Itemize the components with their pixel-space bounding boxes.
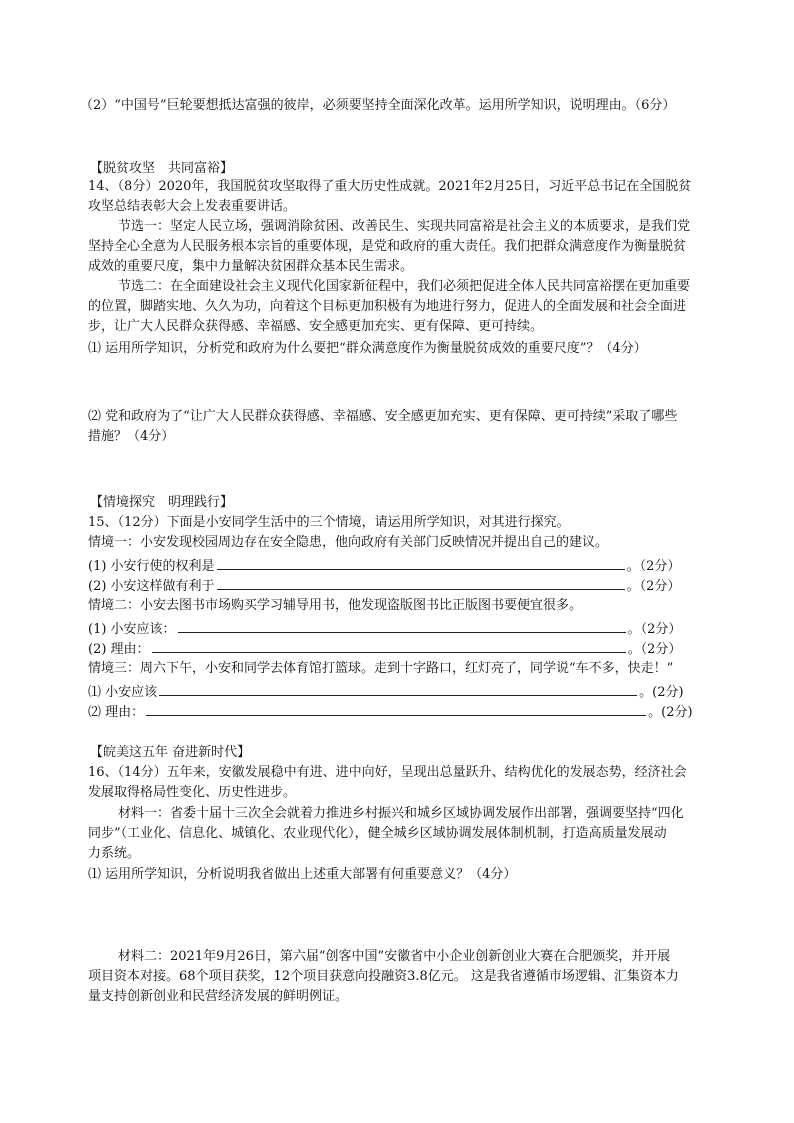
scenario1-q2-label: (2) 小安这样做有利于 [88,579,215,594]
scenario2-q1 [88,618,681,639]
scenario3-q1-label: ⑴ 小安应该 [88,685,158,700]
scenario3-text: 情境三：周六下午，小安和同学去体育馆打篮球。走到十字路口，红灯亮了，同学说“车不多，快走！” [88,661,674,676]
scenario2-q2 [88,638,681,659]
scenario1-q1-score: 。（2分） [626,559,681,574]
q16-stem-line2: 发展取得格局性变化、历史性进步。 [88,785,297,800]
scenario3-q1 [88,681,684,702]
material1-line2: 同步”（工业化、信息化、城镇化、农业现代化），健全城乡区域协调发展体制机制，打造高质量发展动 [88,826,667,841]
excerpt2-line1: 节选二：在全面建设社会主义现代化国家新征程中，我们必须把促进全体人民共同富裕摆在更加重要 [118,279,691,294]
section-heading-anhui: 【皖美这五年 奋进新时代】 [90,745,251,760]
scenario3-q1-score: 。(2分) [639,685,684,700]
answer-blank[interactable] [217,555,625,570]
answer-blank[interactable] [146,701,646,716]
answer-blank[interactable] [178,618,626,633]
q14-sub1: ⑴ 运用所学知识，分析党和政府为什么要把“群众满意度作为衡量脱贫成效的重要尺度”？（4分） [88,341,647,356]
q16-sub1: ⑴ 运用所学知识，分析说明我省做出上述重大部署有何重要意义？（4分） [88,867,517,882]
scenario2-q1-label: (1) 小安应该： [88,622,176,637]
scenario1-q2-score: 。（2分） [626,579,681,594]
q14-sub2-line2: 措施？（4分） [88,429,175,444]
scenario2-q2-score: 。（2分） [627,642,682,657]
answer-blank[interactable] [217,575,625,590]
scenario2-text: 情境二：小安去图书市场购买学习辅导用书，他发现盗版图书比正版图书要便宜很多。 [88,598,583,613]
scenario1-q1-label: (1) 小安行使的权利是 [88,559,215,574]
excerpt1-line1: 节选一：坚定人民立场，强调消除贫困、改善民生、实现共同富裕是社会主义的本质要求，是我们党 [118,219,691,234]
q14-stem-line2: 攻坚总结表彰大会上发表重要讲话。 [88,199,297,214]
scenario2-q2-label: (2) 理由： [88,642,150,657]
scenario2-q1-score: 。（2分） [627,622,682,637]
excerpt2-line3: 步，让广大人民群众获得感、幸福感、安全感更加充实、更有保障、更可持续。 [88,319,544,334]
section-heading-poverty: 【脱贫攻坚 共同富裕】 [90,161,234,176]
scenario1-q1 [88,555,680,576]
answer-blank[interactable] [152,638,626,653]
section-heading-scenario: 【情境探究 明理践行】 [90,495,234,510]
scenario3-q2-score: 。(2分) [648,705,693,720]
scenario3-q2 [88,701,693,722]
material2-line3: 量支持创新创业和民营经济发展的鲜明例证。 [88,989,349,1004]
excerpt1-line2: 坚持全心全意为人民服务根本宗旨的重要体现，是党和政府的重大责任。我们把群众满意度作为衡量脱贫 [88,239,687,254]
scenario1-text: 情境一：小安发现校园周边存在安全隐患，他向政府有关部门反映情况并提出自己的建议。 [88,535,609,550]
material2-line2: 项目资本对接。68个项目获奖，12个项目获意向投融资3.8亿元。 这是我省遵循市场逻辑、汇集资本力 [88,969,679,984]
answer-blank[interactable] [159,681,637,696]
q14-sub2-line1: ⑵ 党和政府为了“让广大人民群众获得感、幸福感、安全感更加充实、更有保障、更可持续”采取了哪些 [88,409,678,424]
scenario1-q2 [88,575,680,596]
excerpt2-line2: 的位置，脚踏实地、久久为功，向着这个目标更加积极有为地进行努力，促进人的全面发展和社会全面进 [88,299,687,314]
scenario3-q2-label: ⑵ 理由： [88,705,145,720]
material1-line3: 力系统。 [88,846,141,861]
q15-stem: 15、（12分）下面是小安同学生活中的三个情境，请运用所学知识，对其进行探究。 [88,515,570,530]
material2-line1: 材料二：2021年9月26日，第六届“创客中国”安徽省中小企业创新创业大赛在合肥颁奖，并开展 [118,949,671,964]
excerpt1-line3: 成效的重要尺度，集中力量解决贫困群众基本民生需求。 [88,259,414,274]
material1-line1: 材料一：省委十届十三次全会就着力推进乡村振兴和城乡区域协调发展作出部署，强调要坚持“四化 [118,806,684,821]
q14-stem-line1: 14、（8分）2020年，我国脱贫攻坚取得了重大历史性成就。2021年2月25日，习近平总书记在全国脱贫 [88,179,692,194]
q16-stem-line1: 16、（14分）五年来，安徽发展稳中有进、进中向好，呈现出总量跃升、结构优化的发展态势，经济社会 [88,765,687,780]
q13-part2: （2）“中国号”巨轮要想抵达富强的彼岸，必须要坚持全面深化改革。运用所学知识，说明理由。（6分） [80,98,676,113]
